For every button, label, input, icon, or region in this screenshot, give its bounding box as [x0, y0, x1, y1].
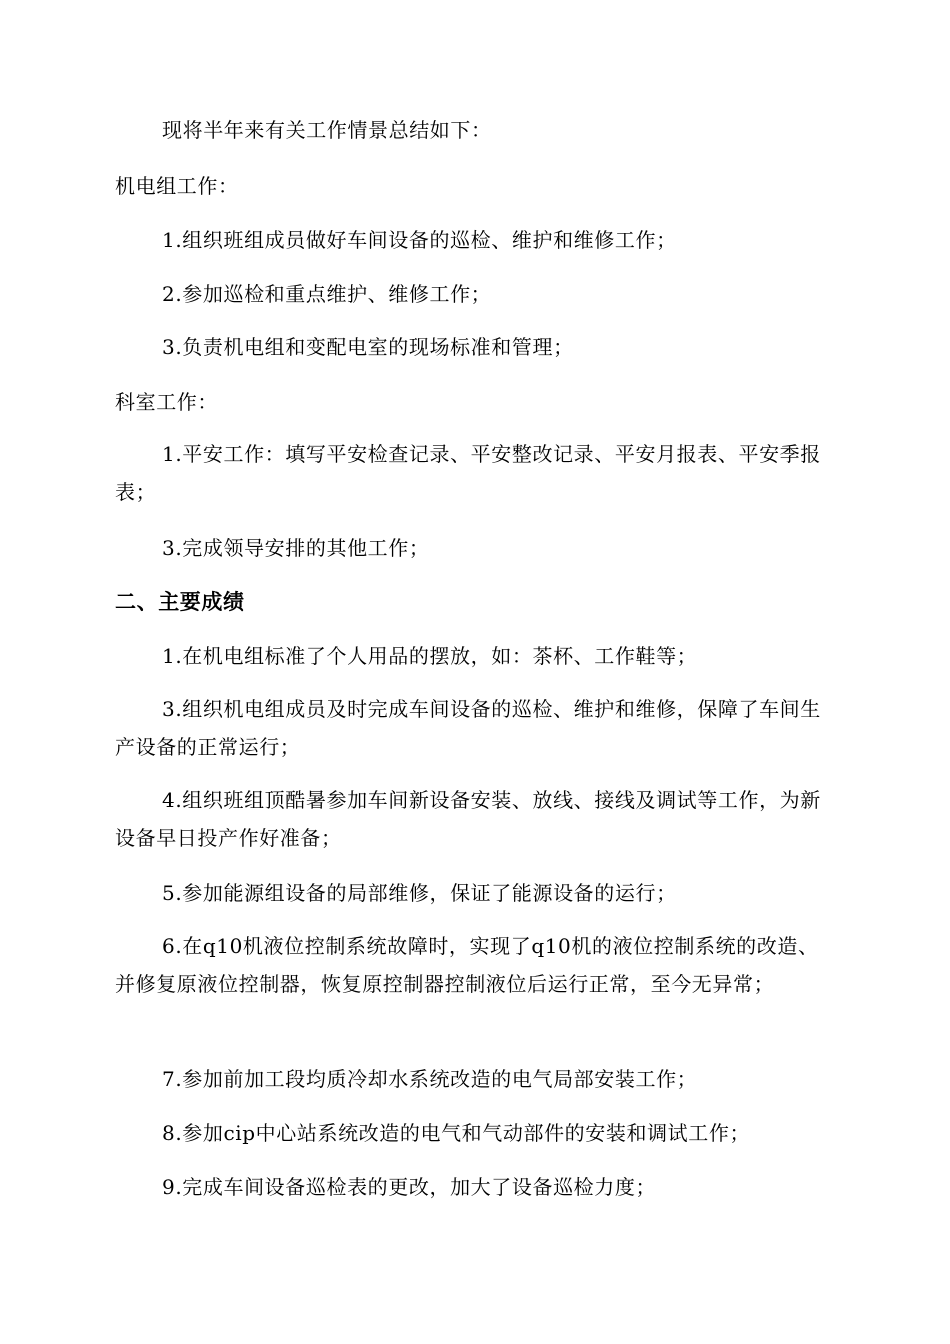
office-item-2: 3.完成领导安排的其他工作；: [162, 536, 430, 560]
section-title-achievements: 二、主要成绩: [115, 590, 245, 614]
mechanical-item-3: 3.负责机电组和变配电室的现场标准和管理；: [162, 335, 574, 359]
achievement-item-4: 4.组织班组顶酷暑参加车间新设备安装、放线、接线及调试等工作，为新设备早日投产作好准备；: [115, 788, 821, 850]
achievement-item-3: 3.组织机电组成员及时完成车间设备的巡检、维护和维修，保障了车间生产设备的正常运行；: [115, 697, 821, 759]
achievement-item-7: 7.参加前加工段均质冷却水系统改造的电气局部安装工作；: [162, 1067, 698, 1091]
achievement-item-1: 1.在机电组标准了个人用品的摆放，如：茶杯、工作鞋等；: [162, 644, 698, 668]
achievement-item-8: 8.参加cip中心站系统改造的电气和气动部件的安装和调试工作；: [162, 1121, 751, 1145]
achievement-item-9: 9.完成车间设备巡检表的更改，加大了设备巡检力度；: [162, 1175, 657, 1199]
mechanical-item-1: 1.组织班组成员做好车间设备的巡检、维护和维修工作；: [162, 228, 677, 252]
section-title-mechanical: 机电组工作：: [115, 174, 239, 198]
intro-text: 现将半年来有关工作情景总结如下：: [162, 118, 492, 142]
achievement-item-5: 5.参加能源组设备的局部维修，保证了能源设备的运行；: [162, 881, 677, 905]
section-title-office: 科室工作：: [115, 390, 218, 414]
office-item-1: 1.平安工作：填写平安检查记录、平安整改记录、平安月报表、平安季报表；: [115, 442, 821, 504]
mechanical-item-2: 2.参加巡检和重点维护、维修工作；: [162, 282, 492, 306]
achievement-item-6: 6.在q10机液位控制系统故障时，实现了q10机的液位控制系统的改造、并修复原液位控制器，恢复原控制器控制液位后运行正常，至今无异常；: [115, 934, 819, 996]
